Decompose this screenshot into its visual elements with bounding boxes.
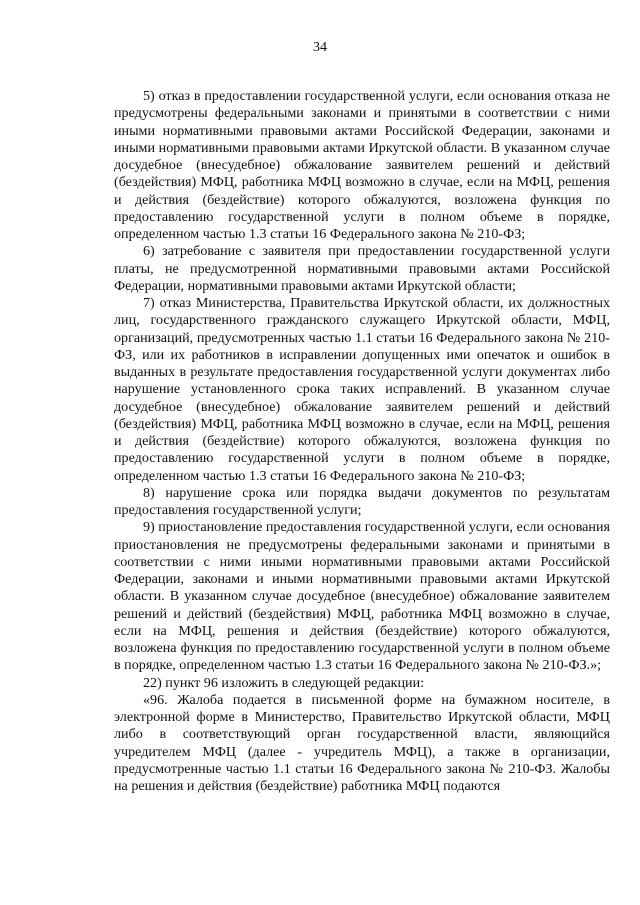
paragraph-amendment-22: 22) пункт 96 изложить в следующей редакции: bbox=[143, 674, 425, 691]
document-body bbox=[114, 88, 610, 795]
paragraph-item-5: 5) отказ в предоставлении государственной услуги, если основания отказа не предусмотрены федеральными законами и принятыми в соответствии с ними иными нормативными правовыми актами Российской Федерации, законами и иными нормативными правовыми актами Иркутской области. В указанном случае досудебное (внесудебное) обжалование заявителем решений и действий (бездействия) МФЦ, работника МФЦ возможно в случае, если на МФЦ, решения и действия (бездействие) которого обжалуются, возложена функция по предоставлению государственной услуги в полном объеме в порядке, определенном частью 1.3 статьи 16 Федерального закона № 210-ФЗ; bbox=[114, 88, 610, 242]
paragraph-item-7: 7) отказ Министерства, Правительства Иркутской области, их должностных лиц, государственного гражданского служащего Иркутской области, МФЦ, организаций, предусмотренных частью 1.1 статьи 16 Федерального закона № 210-ФЗ, или их работников в исправлении допущенных ими опечаток и ошибок в выданных в результате предоставления государственной услуги документах либо нарушение установленного срока таких исправлений. В указанном случае досудебное (внесудебное) обжалование заявителем решений и действий (бездействия) МФЦ, работника МФЦ возможно в случае, если на МФЦ, решения и действия (бездействие) которого обжалуются, возложена функция по предоставлению государственной услуги в полном объеме в порядке, определенном частью 1.3 статьи 16 Федерального закона № 210-ФЗ; bbox=[114, 295, 610, 484]
paragraph-item-9: 9) приостановление предоставления государственной услуги, если основания приостановления не предусмотрены федеральными законами и принятыми в соответствии с ними иными нормативными правовыми актами Российской Федерации, законами и иными нормативными правовыми актами Иркутской области. В указанном случае досудебное (внесудебное) обжалование заявителем решений и действий (бездействия) МФЦ, работника МФЦ возможно в случае, если на МФЦ, решения и действия (бездействие) которого обжалуются, возложена функция по предоставлению государственной услуги в полном объеме в порядке, определенном частью 1.3 статьи 16 Федерального закона № 210-ФЗ.»; bbox=[114, 519, 610, 674]
paragraph-item-8: 8) нарушение срока или порядка выдачи документов по результатам предоставления государственной услуги; bbox=[114, 484, 610, 518]
page-number: 34 bbox=[313, 40, 327, 55]
paragraph-clause-96: «96. Жалоба подается в письменной форме на бумажном носителе, в электронной форме в Министерство, Правительство Иркутской области, МФЦ либо в соответствующий орган государственной власти, являющийся учредителем МФЦ (далее - учредитель МФЦ), а также в организации, предусмотренные частью 1.1 статьи 16 Федерального закона № 210-ФЗ. Жалобы на решения и действия (бездействие) работника МФЦ подаются bbox=[114, 691, 610, 794]
paragraph-item-6: 6) затребование с заявителя при предоставлении государственной услуги платы, не предусмотренной нормативными правовыми актами Российской Федерации, нормативными правовыми актами Иркутской области; bbox=[114, 243, 610, 294]
